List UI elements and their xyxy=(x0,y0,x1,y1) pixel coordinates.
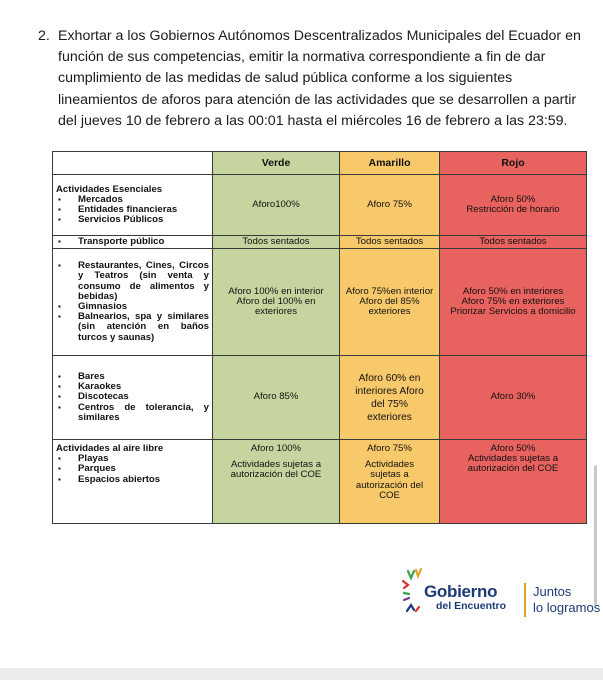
paragraph-number: 2. xyxy=(38,28,50,44)
header-activity xyxy=(53,152,213,175)
logo-slogan-line2: lo logramos xyxy=(533,600,601,615)
verde-cell: Aforo 100% en interior Aforo del 100% en exteriores xyxy=(213,249,340,356)
amarillo-cell: Aforo 75%en interior Aforo del 85% exteriores xyxy=(340,249,440,356)
list-item: ▪ Parques xyxy=(78,464,209,474)
amarillo-cell: Aforo 75% xyxy=(340,175,440,236)
amarillo-cell: Aforo 75% Actividades sujetas a autorización del COE xyxy=(340,440,440,524)
table-row xyxy=(53,356,587,440)
activity-cell xyxy=(53,236,213,249)
list-item: ▪ Karaokes xyxy=(78,382,209,392)
list-item: ▪ Restaurantes, Cines, Circos y Teatros (sin venta y consumo de alimentos y bebidas) xyxy=(78,261,209,302)
rojo-cell: Aforo 30% xyxy=(440,356,587,440)
header-amarillo: Amarillo xyxy=(340,152,440,175)
capacity-table xyxy=(52,151,587,524)
table-row xyxy=(53,175,587,236)
row-title: Actividades Esenciales xyxy=(56,183,163,195)
list-item: ▪ Centros de tolerancia, y similares xyxy=(78,403,209,423)
row-title: Actividades al aire libre xyxy=(56,443,164,454)
logo-brand-line2: del Encuentro xyxy=(436,600,507,612)
rojo-cell: Aforo 50% Actividades sujetas a autorización del COE xyxy=(440,440,587,524)
activity-cell xyxy=(53,249,213,356)
logo-mark-icon xyxy=(402,567,426,617)
list-item: ▪ Mercados xyxy=(78,195,209,205)
amarillo-cell: Aforo 60% en interiores Aforo del 75% exteriores xyxy=(340,356,440,440)
header-verde: Verde xyxy=(213,152,340,175)
table-header-row xyxy=(53,152,587,175)
list-item: ▪ Balnearios, spa y similares (sin atención en baños turcos y saunas) xyxy=(78,312,209,343)
header-rojo: Rojo xyxy=(440,152,587,175)
rojo-cell: Todos sentados xyxy=(440,236,587,249)
list-item: ▪ Gimnasios xyxy=(78,302,209,312)
activity-cell xyxy=(53,356,213,440)
list-item: ▪ Espacios abiertos xyxy=(78,475,209,485)
verde-cell: Aforo 85% xyxy=(213,356,340,440)
list-item: ▪ Servicios Públicos xyxy=(78,215,209,225)
list-item: ▪ Entidades financieras xyxy=(78,205,209,215)
verde-cell: Aforo100% xyxy=(213,175,340,236)
logo-brand-line1: Gobierno xyxy=(424,582,498,601)
list-item: ▪ Bares xyxy=(78,372,209,382)
list-item: ▪ Discotecas xyxy=(78,392,209,402)
verde-cell: Todos sentados xyxy=(213,236,340,249)
list-item: ▪ Playas xyxy=(78,454,209,464)
verde-cell: Aforo 100% Actividades sujetas a autorización del COE xyxy=(213,440,340,524)
table-row xyxy=(53,249,587,356)
exhortation-paragraph xyxy=(38,26,590,132)
logo-divider xyxy=(524,583,526,617)
table-row xyxy=(53,440,587,524)
table-row xyxy=(53,236,587,249)
viewer-bottom-bar xyxy=(0,668,603,680)
rojo-cell: Aforo 50% en interiores Aforo 75% en exteriores Priorizar Servicios a domicilio xyxy=(440,249,587,356)
list-item: ▪ Transporte público xyxy=(78,237,209,247)
logo-slogan-line1: Juntos xyxy=(533,584,572,599)
paragraph-text: Exhortar a los Gobiernos Autónomos Descentralizados Municipales del Ecuador en función de sus competencias, emitir la normativa correspondiente a fin de dar cumplimiento de las medidas de salud pública conforme a los siguientes lineamientos de aforos para atención de las actividades que se desarrollen a partir del jueves 10 de febrero a las 00:01 hasta el miércoles 16 de febrero a las 23:59. xyxy=(58,28,581,129)
amarillo-cell: Todos sentados xyxy=(340,236,440,249)
rojo-cell: Aforo 50% Restricción de horario xyxy=(440,175,587,236)
activity-cell xyxy=(53,440,213,524)
gobierno-logo xyxy=(402,567,602,623)
activity-cell xyxy=(53,175,213,236)
